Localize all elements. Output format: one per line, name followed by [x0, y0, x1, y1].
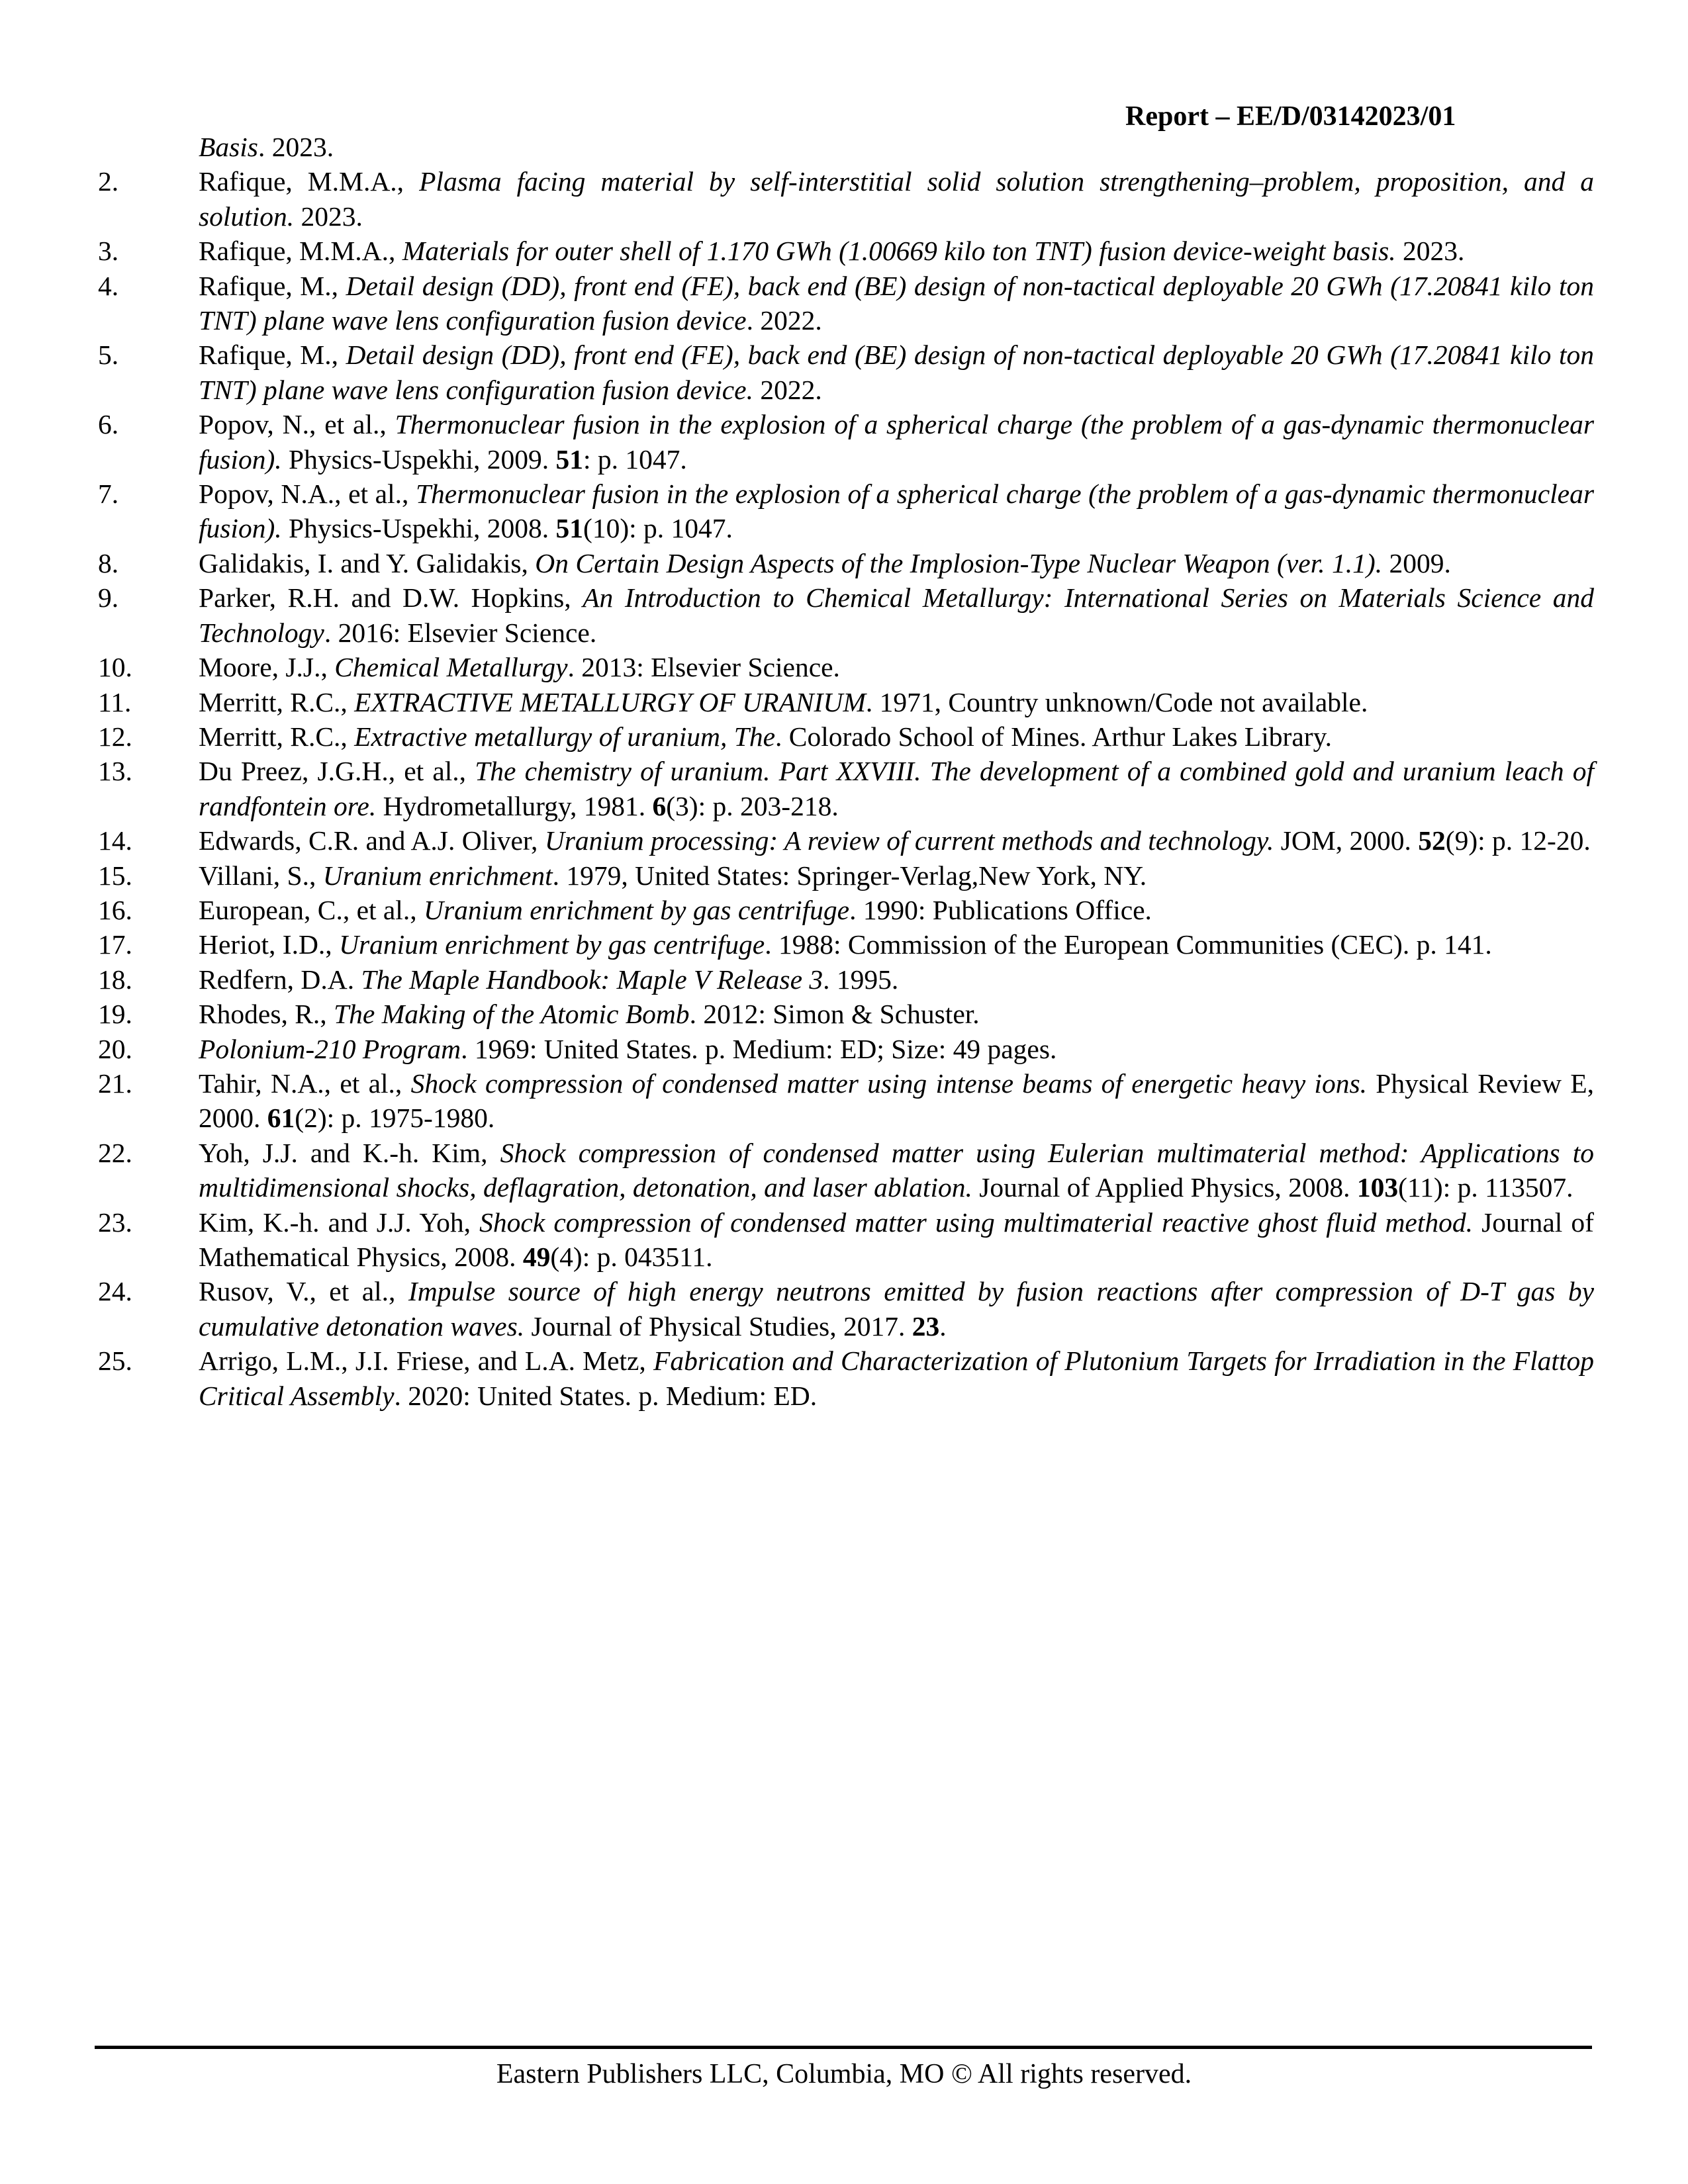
- reference-segment: . 1979, United States: Springer-Verlag,New York, NY.: [552, 860, 1147, 891]
- reference-number: 22.: [98, 1137, 132, 1168]
- reference-segment: . Colorado School of Mines. Arthur Lakes Library.: [775, 721, 1332, 752]
- reference-number: 9.: [98, 582, 119, 614]
- reference-number: 4.: [98, 270, 119, 301]
- reference-item: [98, 858, 1594, 893]
- reference-segment: Journal of Applied Physics, 2008.: [972, 1172, 1357, 1203]
- reference-text: [199, 1205, 1594, 1275]
- reference-text: [199, 234, 1594, 268]
- reference-segment: (2): p. 1975-1980.: [295, 1103, 495, 1134]
- reference-number: 19.: [98, 999, 132, 1030]
- reference-segment: Galidakis, I. and Y. Galidakis,: [199, 547, 536, 578]
- reference-title: Shock compression of condensed matter using multimaterial reactive ghost fluid method.: [479, 1206, 1473, 1238]
- reference-title: Uranium enrichment: [322, 860, 553, 891]
- reference-item: [98, 1274, 1594, 1343]
- reference-segment: Physics-Uspekhi, 2008.: [281, 513, 556, 544]
- reference-item: [98, 685, 1594, 719]
- reference-text: [199, 858, 1594, 893]
- reference-item: [98, 893, 1594, 927]
- reference-item: [98, 1343, 1594, 1413]
- reference-title: Impulse source of high energy neutrons emitted by fusion reactions after compression of D-T gas by cumulative detonation waves.: [199, 1276, 1595, 1342]
- reference-item: [98, 997, 1594, 1031]
- reference-number: 5.: [98, 340, 119, 371]
- reference-number: 20.: [98, 1033, 132, 1064]
- reference-segment: Physics-Uspekhi, 2009.: [281, 443, 556, 475]
- reference-item: [98, 754, 1594, 823]
- reference-segment: (9): p. 12-20.: [1445, 825, 1591, 856]
- reference-segment: (10): p. 1047.: [583, 513, 733, 544]
- reference-segment: JOM, 2000.: [1274, 825, 1419, 856]
- reference-item: [98, 962, 1594, 997]
- reference-number: 21.: [98, 1068, 132, 1099]
- reference-text: [199, 407, 1594, 477]
- reference-title: Shock compression of condensed matter using intense beams of energetic heavy ions.: [410, 1068, 1367, 1099]
- reference-number: 16.: [98, 894, 132, 925]
- reference-title: Fabrication and Characterization of Plutonium Targets for Irradiation in the Flattop Critical Assembly: [199, 1345, 1594, 1411]
- reference-segment: . 2022.: [746, 305, 822, 336]
- reference-title: Chemical Metallurgy: [334, 652, 568, 683]
- reference-title: Extractive metallurgy of uranium, The: [354, 721, 776, 752]
- reference-text: [199, 719, 1594, 754]
- reference-title: Basis: [199, 132, 258, 162]
- reference-text: [199, 1343, 1594, 1413]
- reference-segment: . 2013: Elsevier Science.: [567, 652, 840, 683]
- reference-item: [98, 546, 1594, 580]
- reference-number: 14.: [98, 825, 132, 856]
- reference-title: The chemistry of uranium. Part XXVIII. The development of a combined gold and uranium leach of randfontein ore.: [199, 756, 1595, 821]
- reference-segment: Kim, K.-h. and J.J. Yoh,: [199, 1206, 480, 1238]
- reference-text: [199, 130, 1594, 164]
- reference-title: The Making of the Atomic Bomb: [334, 999, 690, 1030]
- reference-segment: Yoh, J.J. and K.-h. Kim,: [199, 1137, 500, 1168]
- reference-item: [98, 477, 1594, 546]
- reference-segment: (3): p. 203-218.: [666, 790, 839, 821]
- reference-item: [98, 927, 1594, 962]
- reference-item: [98, 164, 1594, 234]
- reference-text: [199, 338, 1594, 407]
- reference-segment: Popov, N.A., et al.,: [199, 478, 416, 510]
- reference-segment: Edwards, C.R. and A.J. Oliver,: [199, 825, 545, 856]
- reference-title: The Maple Handbook: Maple V Release 3: [361, 964, 823, 995]
- reference-number: 17.: [98, 929, 132, 960]
- reference-list: [98, 130, 1594, 1413]
- reference-volume: 51: [555, 443, 584, 475]
- reference-number: 13.: [98, 756, 132, 787]
- reference-segment: Heriot, I.D.,: [199, 929, 340, 960]
- reference-segment: Journal of Mathematical Physics, 2008.: [199, 1206, 1594, 1272]
- reference-number: 18.: [98, 964, 132, 995]
- reference-segment: . 1995.: [823, 964, 899, 995]
- reference-title: On Certain Design Aspects of the Implosion-Type Nuclear Weapon (ver. 1.1).: [535, 547, 1383, 578]
- reference-segment: Rafique, M.,: [199, 340, 346, 371]
- reference-segment: Rhodes, R.,: [199, 999, 334, 1030]
- reference-segment: Redfern, D.A.: [199, 964, 361, 995]
- reference-segment: . 2023.: [258, 132, 334, 162]
- reference-item: [98, 338, 1594, 407]
- reference-segment: Hydrometallurgy, 1981.: [376, 790, 653, 821]
- reference-segment: Rusov, V., et al.,: [199, 1276, 408, 1307]
- reference-text: [199, 962, 1594, 997]
- reference-title: Uranium enrichment by gas centrifuge: [339, 929, 765, 960]
- reference-text: [199, 1274, 1594, 1343]
- reference-segment: Physical Review E, 2000.: [199, 1068, 1595, 1134]
- footer-copyright: Eastern Publishers LLC, Columbia, MO © All rights reserved.: [496, 2059, 1192, 2089]
- reference-item: [98, 1136, 1594, 1205]
- reference-number: 2.: [98, 166, 119, 197]
- reference-title: EXTRACTIVE METALLURGY OF URANIUM: [354, 686, 866, 717]
- reference-number: 11.: [98, 686, 132, 717]
- reference-number: 15.: [98, 860, 132, 891]
- reference-number: 10.: [98, 652, 132, 683]
- reference-title: Detail design (DD), front end (FE), back end (BE) design of non-tactical deployable 20 GWh (17.20841 kilo ton TNT) plane wave lens configuration fusion device: [199, 270, 1594, 336]
- reference-volume: 6: [652, 790, 667, 821]
- footer-divider: [95, 2046, 1592, 2049]
- reference-segment: 2022.: [753, 374, 822, 405]
- report-id-header: Report – EE/D/03142023/01: [1125, 101, 1456, 132]
- reference-segment: Journal of Physical Studies, 2017.: [524, 1310, 912, 1342]
- reference-segment: Popov, N., et al.,: [199, 409, 395, 440]
- reference-segment: (11): p. 113507.: [1398, 1172, 1573, 1203]
- reference-item: [98, 269, 1594, 338]
- reference-title: Thermonuclear fusion in the explosion of a spherical charge (the problem of a gas-dynamic thermonuclear fusion).: [199, 478, 1594, 544]
- reference-text: [199, 893, 1594, 927]
- reference-text: [199, 546, 1594, 580]
- reference-title: Uranium enrichment by gas centrifuge: [423, 894, 850, 925]
- reference-segment: . 1969: United States. p. Medium: ED; Size: 49 pages.: [461, 1033, 1057, 1064]
- reference-segment: . 2012: Simon & Schuster.: [689, 999, 980, 1030]
- reference-text: [199, 269, 1594, 338]
- reference-item: [98, 130, 1594, 164]
- reference-item: [98, 719, 1594, 754]
- reference-segment: 2023.: [294, 201, 363, 232]
- reference-segment: Du Preez, J.G.H., et al.,: [199, 756, 475, 787]
- reference-text: [199, 164, 1594, 234]
- reference-text: [199, 685, 1594, 719]
- reference-segment: Moore, J.J.,: [199, 652, 335, 683]
- reference-segment: Arrigo, L.M., J.I. Friese, and L.A. Metz,: [199, 1345, 654, 1377]
- reference-segment: .: [939, 1310, 947, 1342]
- reference-segment: Rafique, M.M.A.,: [199, 166, 420, 197]
- reference-item: [98, 650, 1594, 684]
- reference-segment: Rafique, M.M.A.,: [199, 236, 402, 267]
- reference-segment: : p. 1047.: [583, 443, 687, 475]
- reference-title: Uranium processing: A review of current methods and technology.: [544, 825, 1274, 856]
- reference-segment: . 2016: Elsevier Science.: [324, 617, 597, 648]
- reference-title: Thermonuclear fusion in the explosion of a spherical charge (the problem of a gas-dynamic thermonuclear fusion).: [199, 409, 1594, 475]
- reference-segment: . 1990: Publications Office.: [849, 894, 1152, 925]
- reference-segment: 2023.: [1395, 236, 1465, 267]
- reference-text: [199, 1032, 1594, 1066]
- reference-number: 7.: [98, 478, 119, 510]
- reference-segment: 2009.: [1382, 547, 1451, 578]
- reference-text: [199, 1066, 1594, 1136]
- reference-item: [98, 1032, 1594, 1066]
- reference-item: [98, 1205, 1594, 1275]
- reference-item: [98, 580, 1594, 650]
- reference-text: [199, 650, 1594, 684]
- reference-volume: 61: [267, 1103, 295, 1134]
- reference-item: [98, 1066, 1594, 1136]
- reference-segment: . 1971, Country unknown/Code not available.: [865, 686, 1368, 717]
- reference-segment: Parker, R.H. and D.W. Hopkins,: [199, 582, 583, 614]
- reference-text: [199, 754, 1594, 823]
- reference-text: [199, 580, 1594, 650]
- reference-segment: Rafique, M.,: [199, 270, 346, 301]
- reference-number: 3.: [98, 236, 119, 267]
- reference-segment: Villani, S.,: [199, 860, 323, 891]
- reference-number: 6.: [98, 409, 119, 440]
- reference-volume: 49: [522, 1242, 551, 1272]
- reference-segment: (4): p. 043511.: [550, 1242, 713, 1272]
- reference-number: 25.: [98, 1345, 132, 1377]
- reference-title: Materials for outer shell of 1.170 GWh (1.00669 kilo ton TNT) fusion device-weight basis.: [402, 236, 1396, 267]
- reference-item: [98, 407, 1594, 477]
- reference-segment: Tahir, N.A., et al.,: [199, 1068, 411, 1099]
- reference-number: 23.: [98, 1206, 132, 1238]
- reference-title: Polonium-210 Program: [199, 1033, 461, 1064]
- reference-item: [98, 234, 1594, 268]
- reference-segment: . 2020: United States. p. Medium: ED.: [394, 1380, 818, 1411]
- reference-text: [199, 477, 1594, 546]
- reference-item: [98, 823, 1594, 858]
- reference-segment: European, C., et al.,: [199, 894, 424, 925]
- reference-title: Detail design (DD), front end (FE), back end (BE) design of non-tactical deployable 20 GWh (17.20841 kilo ton TNT) plane wave lens configuration fusion device.: [199, 340, 1594, 405]
- reference-title: Shock compression of condensed matter using Eulerian multimaterial method: Applications to multidimensional shocks, deflagration, detonation, and laser ablation.: [199, 1137, 1594, 1203]
- reference-segment: Merritt, R.C.,: [199, 686, 355, 717]
- reference-text: [199, 823, 1594, 858]
- reference-number: 12.: [98, 721, 132, 752]
- reference-text: [199, 997, 1594, 1031]
- reference-number: 8.: [98, 547, 119, 578]
- reference-volume: 52: [1418, 825, 1446, 856]
- reference-number: 24.: [98, 1276, 132, 1307]
- reference-text: [199, 1136, 1594, 1205]
- reference-segment: Merritt, R.C.,: [199, 721, 355, 752]
- reference-volume: 51: [555, 513, 584, 544]
- reference-volume: 23: [912, 1310, 940, 1342]
- reference-title: Plasma facing material by self-interstitial solid solution strengthening–problem, proposition, and a solution.: [199, 166, 1595, 232]
- reference-segment: . 1988: Commission of the European Communities (CEC). p. 141.: [765, 929, 1492, 960]
- reference-text: [199, 927, 1594, 962]
- reference-volume: 103: [1356, 1172, 1399, 1203]
- reference-title: An Introduction to Chemical Metallurgy: International Series on Materials Science and Technology: [199, 582, 1594, 648]
